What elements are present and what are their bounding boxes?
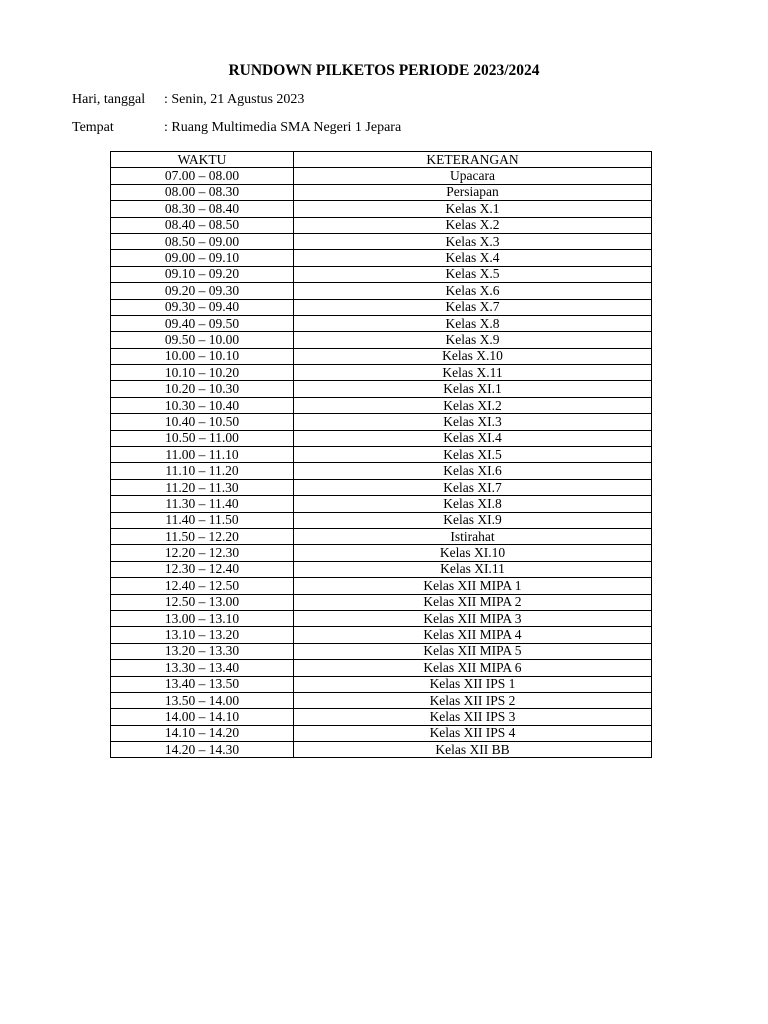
- time-cell: 10.40 – 10.50: [111, 414, 294, 430]
- time-cell: 11.20 – 11.30: [111, 479, 294, 495]
- table-row: [111, 725, 652, 741]
- description-cell: Kelas XII IPS 1: [294, 676, 652, 692]
- description-cell: Kelas X.1: [294, 201, 652, 217]
- description-cell: Kelas XII IPS 2: [294, 692, 652, 708]
- time-cell: 13.20 – 13.30: [111, 643, 294, 659]
- place-value: : Ruang Multimedia SMA Negeri 1 Jepara: [164, 120, 402, 135]
- time-cell: 08.50 – 09.00: [111, 233, 294, 249]
- time-cell: 10.00 – 10.10: [111, 348, 294, 364]
- description-cell: Upacara: [294, 168, 652, 184]
- description-cell: Kelas XI.1: [294, 381, 652, 397]
- table-row: [111, 528, 652, 544]
- table-row: [111, 201, 652, 217]
- table-row: [111, 348, 652, 364]
- description-cell: Kelas X.8: [294, 315, 652, 331]
- table-header-row: [111, 152, 652, 168]
- time-cell: 09.40 – 09.50: [111, 315, 294, 331]
- table-row: [111, 266, 652, 282]
- time-cell: 13.30 – 13.40: [111, 660, 294, 676]
- time-cell: 11.40 – 11.50: [111, 512, 294, 528]
- time-cell: 11.10 – 11.20: [111, 463, 294, 479]
- time-cell: 14.00 – 14.10: [111, 709, 294, 725]
- time-cell: 09.00 – 09.10: [111, 250, 294, 266]
- description-cell: Kelas X.11: [294, 365, 652, 381]
- date-info-row: [72, 92, 304, 108]
- time-cell: 11.50 – 12.20: [111, 528, 294, 544]
- table-row: [111, 627, 652, 643]
- table-row: [111, 299, 652, 315]
- description-cell: Persiapan: [294, 184, 652, 200]
- table-row: [111, 545, 652, 561]
- description-cell: Kelas XI.8: [294, 496, 652, 512]
- time-cell: 07.00 – 08.00: [111, 168, 294, 184]
- time-cell: 08.40 – 08.50: [111, 217, 294, 233]
- description-cell: Kelas XI.2: [294, 397, 652, 413]
- time-cell: 12.50 – 13.00: [111, 594, 294, 610]
- rundown-table: [110, 151, 652, 758]
- place-info-row: [72, 120, 401, 136]
- table-row: [111, 742, 652, 758]
- table-row: [111, 315, 652, 331]
- description-cell: Kelas XII MIPA 6: [294, 660, 652, 676]
- description-cell: Kelas XII MIPA 3: [294, 610, 652, 626]
- description-cell: Kelas X.7: [294, 299, 652, 315]
- time-cell: 12.30 – 12.40: [111, 561, 294, 577]
- table-row: [111, 463, 652, 479]
- table-row: [111, 365, 652, 381]
- time-cell: 08.00 – 08.30: [111, 184, 294, 200]
- table-row: [111, 430, 652, 446]
- time-cell: 14.20 – 14.30: [111, 742, 294, 758]
- table-row: [111, 676, 652, 692]
- time-cell: 09.10 – 09.20: [111, 266, 294, 282]
- date-label: Hari, tanggal: [72, 92, 146, 107]
- header-waktu: WAKTU: [111, 152, 294, 168]
- description-cell: Kelas X.9: [294, 332, 652, 348]
- table-row: [111, 512, 652, 528]
- time-cell: 10.10 – 10.20: [111, 365, 294, 381]
- table-row: [111, 660, 652, 676]
- time-cell: 13.00 – 13.10: [111, 610, 294, 626]
- table-row: [111, 561, 652, 577]
- table-row: [111, 643, 652, 659]
- time-cell: 11.00 – 11.10: [111, 447, 294, 463]
- description-cell: Kelas XI.10: [294, 545, 652, 561]
- header-keterangan: KETERANGAN: [294, 152, 652, 168]
- description-cell: Kelas X.4: [294, 250, 652, 266]
- description-cell: Kelas XI.3: [294, 414, 652, 430]
- time-cell: 10.20 – 10.30: [111, 381, 294, 397]
- table-row: [111, 250, 652, 266]
- description-cell: Kelas XII MIPA 2: [294, 594, 652, 610]
- description-cell: Kelas XI.4: [294, 430, 652, 446]
- time-cell: 10.30 – 10.40: [111, 397, 294, 413]
- time-cell: 09.30 – 09.40: [111, 299, 294, 315]
- time-cell: 12.40 – 12.50: [111, 578, 294, 594]
- description-cell: Kelas XI.7: [294, 479, 652, 495]
- description-cell: Kelas XII IPS 3: [294, 709, 652, 725]
- date-value: : Senin, 21 Agustus 2023: [164, 92, 305, 107]
- time-cell: 09.50 – 10.00: [111, 332, 294, 348]
- table-row: [111, 168, 652, 184]
- table-row: [111, 496, 652, 512]
- table-row: [111, 610, 652, 626]
- description-cell: Kelas XII BB: [294, 742, 652, 758]
- time-cell: 12.20 – 12.30: [111, 545, 294, 561]
- description-cell: Kelas XII MIPA 1: [294, 578, 652, 594]
- table-row: [111, 184, 652, 200]
- time-cell: 08.30 – 08.40: [111, 201, 294, 217]
- time-cell: 09.20 – 09.30: [111, 283, 294, 299]
- table-row: [111, 709, 652, 725]
- table-row: [111, 217, 652, 233]
- table-row: [111, 283, 652, 299]
- time-cell: 13.10 – 13.20: [111, 627, 294, 643]
- time-cell: 13.50 – 14.00: [111, 692, 294, 708]
- table-row: [111, 479, 652, 495]
- time-cell: 13.40 – 13.50: [111, 676, 294, 692]
- table-row: [111, 381, 652, 397]
- description-cell: Kelas XII MIPA 4: [294, 627, 652, 643]
- place-label: Tempat: [72, 120, 114, 135]
- table-row: [111, 692, 652, 708]
- description-cell: Kelas X.3: [294, 233, 652, 249]
- table-row: [111, 447, 652, 463]
- description-cell: Kelas X.6: [294, 283, 652, 299]
- time-cell: 14.10 – 14.20: [111, 725, 294, 741]
- time-cell: 10.50 – 11.00: [111, 430, 294, 446]
- document-title: RUNDOWN PILKETOS PERIODE 2023/2024: [228, 62, 540, 79]
- table-row: [111, 397, 652, 413]
- description-cell: Kelas XII MIPA 5: [294, 643, 652, 659]
- description-cell: Kelas XII IPS 4: [294, 725, 652, 741]
- description-cell: Kelas X.10: [294, 348, 652, 364]
- table-row: [111, 332, 652, 348]
- description-cell: Kelas XI.9: [294, 512, 652, 528]
- description-cell: Kelas XI.5: [294, 447, 652, 463]
- description-cell: Kelas X.2: [294, 217, 652, 233]
- table-row: [111, 414, 652, 430]
- description-cell: Kelas XI.6: [294, 463, 652, 479]
- table-body: [111, 168, 652, 758]
- table-row: [111, 233, 652, 249]
- description-cell: Istirahat: [294, 528, 652, 544]
- table-row: [111, 594, 652, 610]
- description-cell: Kelas X.5: [294, 266, 652, 282]
- time-cell: 11.30 – 11.40: [111, 496, 294, 512]
- table-row: [111, 578, 652, 594]
- description-cell: Kelas XI.11: [294, 561, 652, 577]
